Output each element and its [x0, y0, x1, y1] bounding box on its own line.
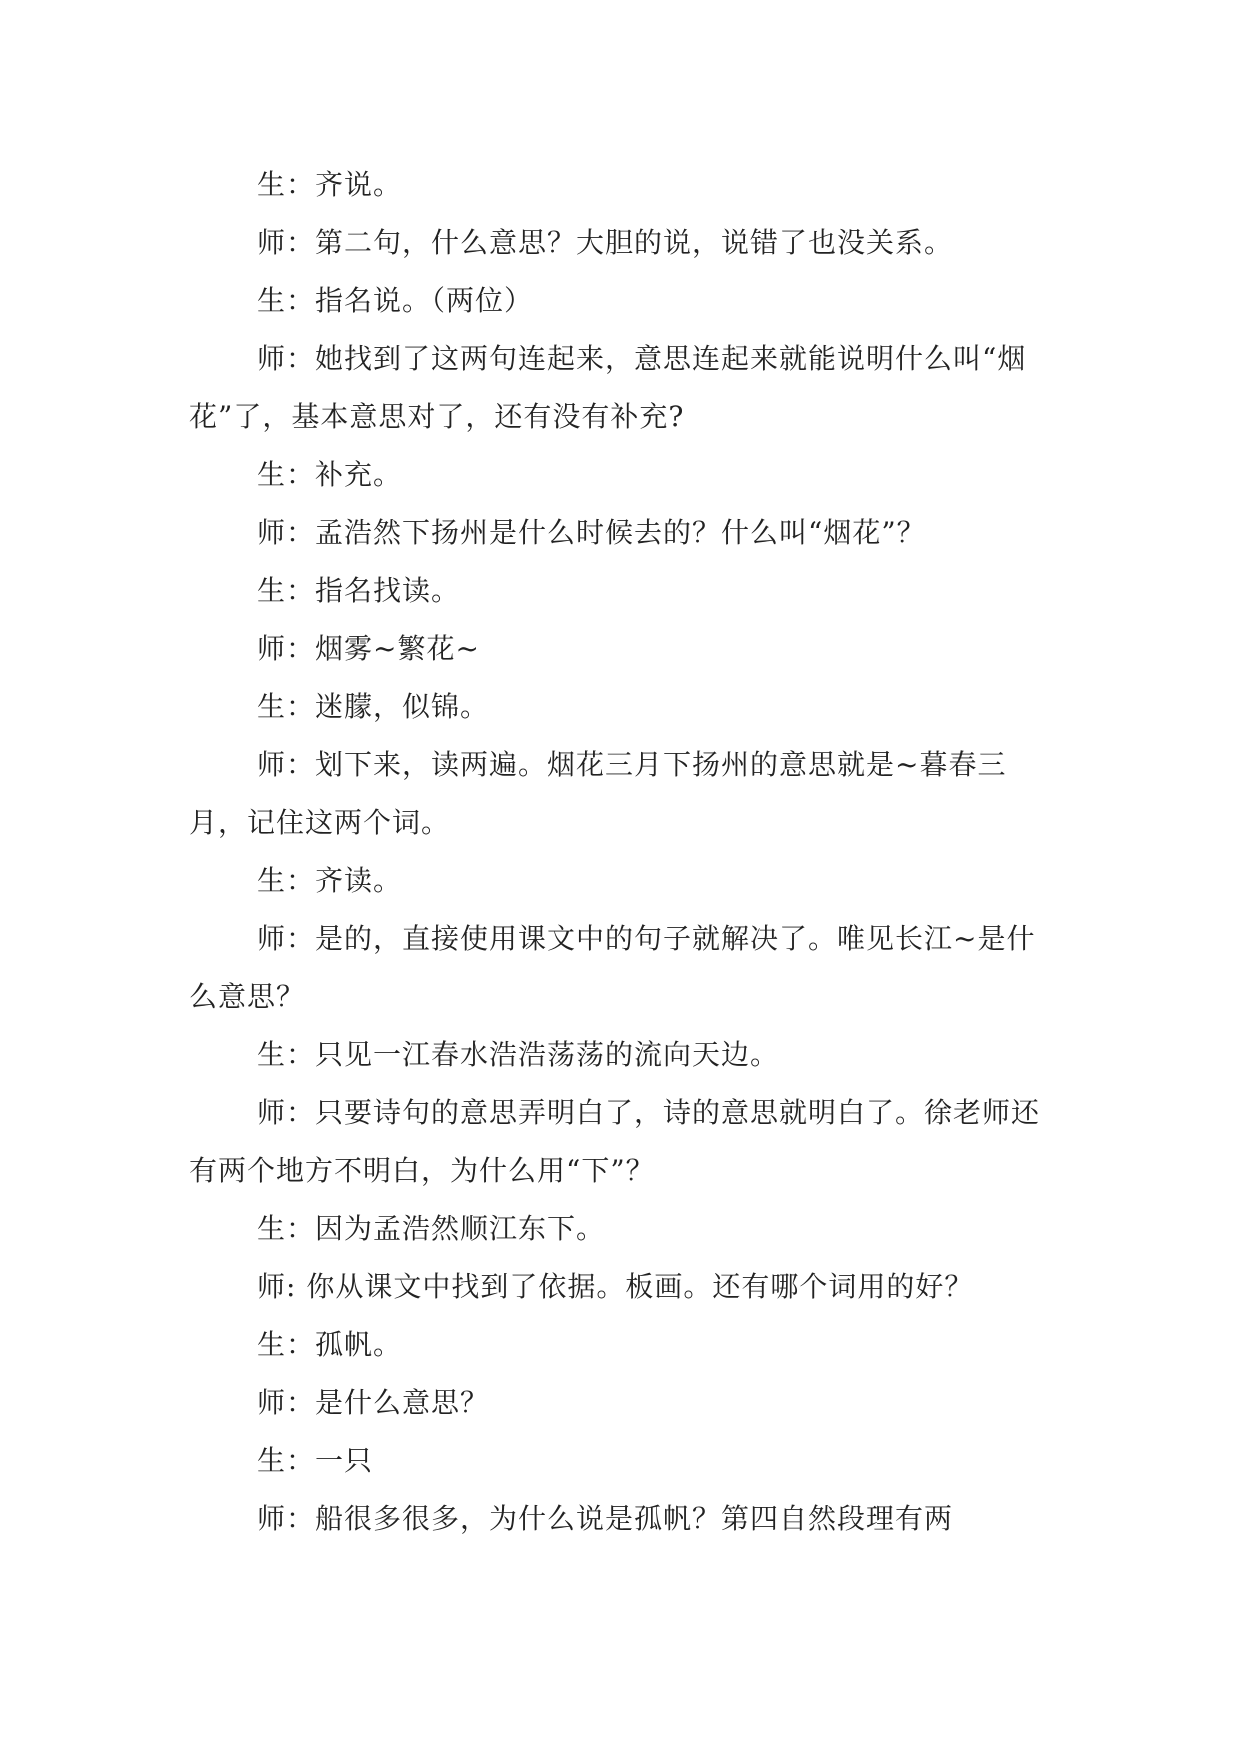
dialogue-line: 生：指名找读。 — [257, 574, 461, 607]
dialogue-text — [189, 156, 1055, 1548]
dialogue-line: 师：是什么意思？ — [257, 1386, 490, 1419]
dialogue-line: 生：齐读。 — [257, 864, 403, 897]
dialogue-line: 生：迷朦，似锦。 — [257, 690, 490, 723]
dialogue-line: 生：一只 — [257, 1444, 374, 1477]
dialogue-line: 生：只见一江春水浩浩荡荡的流向天边。 — [257, 1038, 780, 1071]
dialogue-line: 生：指名说。（两位） — [257, 284, 534, 317]
dialogue-line: 师：第二句，什么意思？大胆的说，说错了也没关系。 — [257, 226, 954, 259]
dialogue-line: 生：齐说。 — [257, 168, 403, 201]
dialogue-line: 生：因为孟浩然顺江东下。 — [257, 1212, 606, 1245]
dialogue-line: 生：补充。 — [257, 458, 403, 491]
dialogue-line: 师：孟浩然下扬州是什么时候去的？什么叫“烟花”？ — [257, 516, 926, 549]
dialogue-line: 师: 你从课文中找到了依据。板画。还有哪个词用的好？ — [257, 1270, 974, 1303]
dialogue-line: 师：划下来，读两遍。烟花三月下扬州的意思就是~暮春三月，记住这两个词。 — [189, 748, 1007, 839]
dialogue-line: 师：船很多很多，为什么说是孤帆？第四自然段理有两 — [257, 1502, 954, 1535]
dialogue-line: 师：是的，直接使用课文中的句子就解决了。唯见长江~是什么意思？ — [189, 922, 1036, 1013]
dialogue-line: 师：只要诗句的意思弄明白了，诗的意思就明白了。徐老师还有两个地方不明白，为什么用“下”？ — [189, 1096, 1041, 1187]
dialogue-line: 生：孤帆。 — [257, 1328, 403, 1361]
dialogue-line: 师：烟雾~繁花~ — [257, 632, 480, 665]
dialogue-line: 师：她找到了这两句连起来，意思连起来就能说明什么叫“烟花”了，基本意思对了，还有没有补充? — [189, 342, 1027, 433]
